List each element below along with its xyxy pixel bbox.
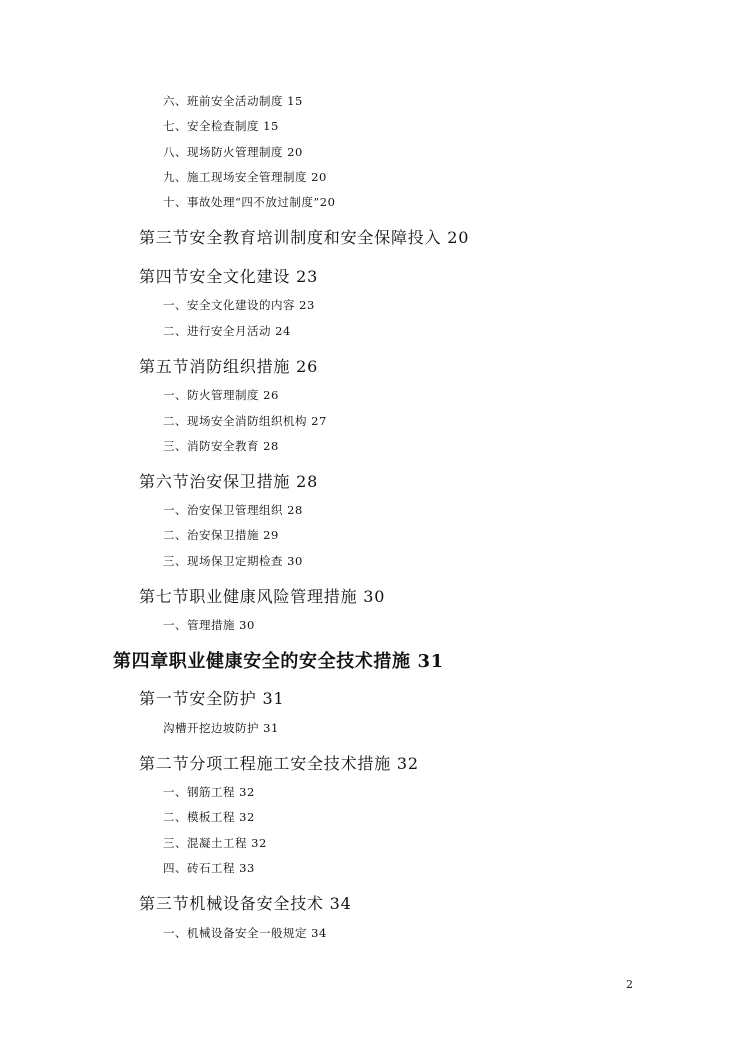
- toc-section-entry[interactable]: 第三节安全教育培训制度和安全保障投入 20: [139, 228, 470, 247]
- toc-entry[interactable]: 二、进行安全月活动 24: [163, 324, 291, 338]
- toc-section-entry[interactable]: 第五节消防组织措施 26: [139, 357, 319, 376]
- toc-entry[interactable]: 一、安全文化建设的内容 23: [163, 298, 315, 312]
- toc-entry[interactable]: 三、混凝土工程 32: [163, 836, 267, 850]
- toc-section-entry[interactable]: 第二节分项工程施工安全技术措施 32: [139, 754, 419, 773]
- toc-section-entry[interactable]: 第七节职业健康风险管理措施 30: [139, 587, 386, 606]
- toc-entry[interactable]: 一、机械设备安全一般规定 34: [163, 926, 327, 940]
- toc-entry[interactable]: 九、施工现场安全管理制度 20: [163, 170, 327, 184]
- toc-entry[interactable]: 一、治安保卫管理组织 28: [163, 503, 303, 517]
- toc-entry[interactable]: 二、治安保卫措施 29: [163, 528, 279, 542]
- toc-entry[interactable]: 四、砖石工程 33: [163, 861, 255, 875]
- page-number: 2: [626, 978, 633, 991]
- toc-entry[interactable]: 一、防火管理制度 26: [163, 388, 279, 402]
- toc-section-entry[interactable]: 第一节安全防护 31: [139, 689, 285, 708]
- toc-entry[interactable]: 三、现场保卫定期检查 30: [163, 554, 303, 568]
- toc-section-entry[interactable]: 第六节治安保卫措施 28: [139, 472, 319, 491]
- toc-entry[interactable]: 沟槽开挖边坡防护 31: [163, 721, 279, 735]
- toc-entry[interactable]: 七、安全检查制度 15: [163, 119, 279, 133]
- toc-entry[interactable]: 六、班前安全活动制度 15: [163, 94, 303, 108]
- toc-entry[interactable]: 八、现场防火管理制度 20: [163, 145, 303, 159]
- toc-entry[interactable]: 二、现场安全消防组织机构 27: [163, 414, 327, 428]
- toc-section-entry[interactable]: 第三节机械设备安全技术 34: [139, 894, 352, 913]
- toc-section-entry[interactable]: 第四节安全文化建设 23: [139, 267, 319, 286]
- toc-entry[interactable]: 一、钢筋工程 32: [163, 785, 255, 799]
- toc-entry[interactable]: 二、模板工程 32: [163, 810, 255, 824]
- toc-chapter-entry[interactable]: 第四章职业健康安全的安全技术措施 31: [113, 651, 444, 672]
- toc-entry[interactable]: 十、事故处理“四不放过制度”20: [163, 195, 336, 209]
- toc-entry[interactable]: 一、管理措施 30: [163, 618, 255, 632]
- toc-entry[interactable]: 三、消防安全教育 28: [163, 439, 279, 453]
